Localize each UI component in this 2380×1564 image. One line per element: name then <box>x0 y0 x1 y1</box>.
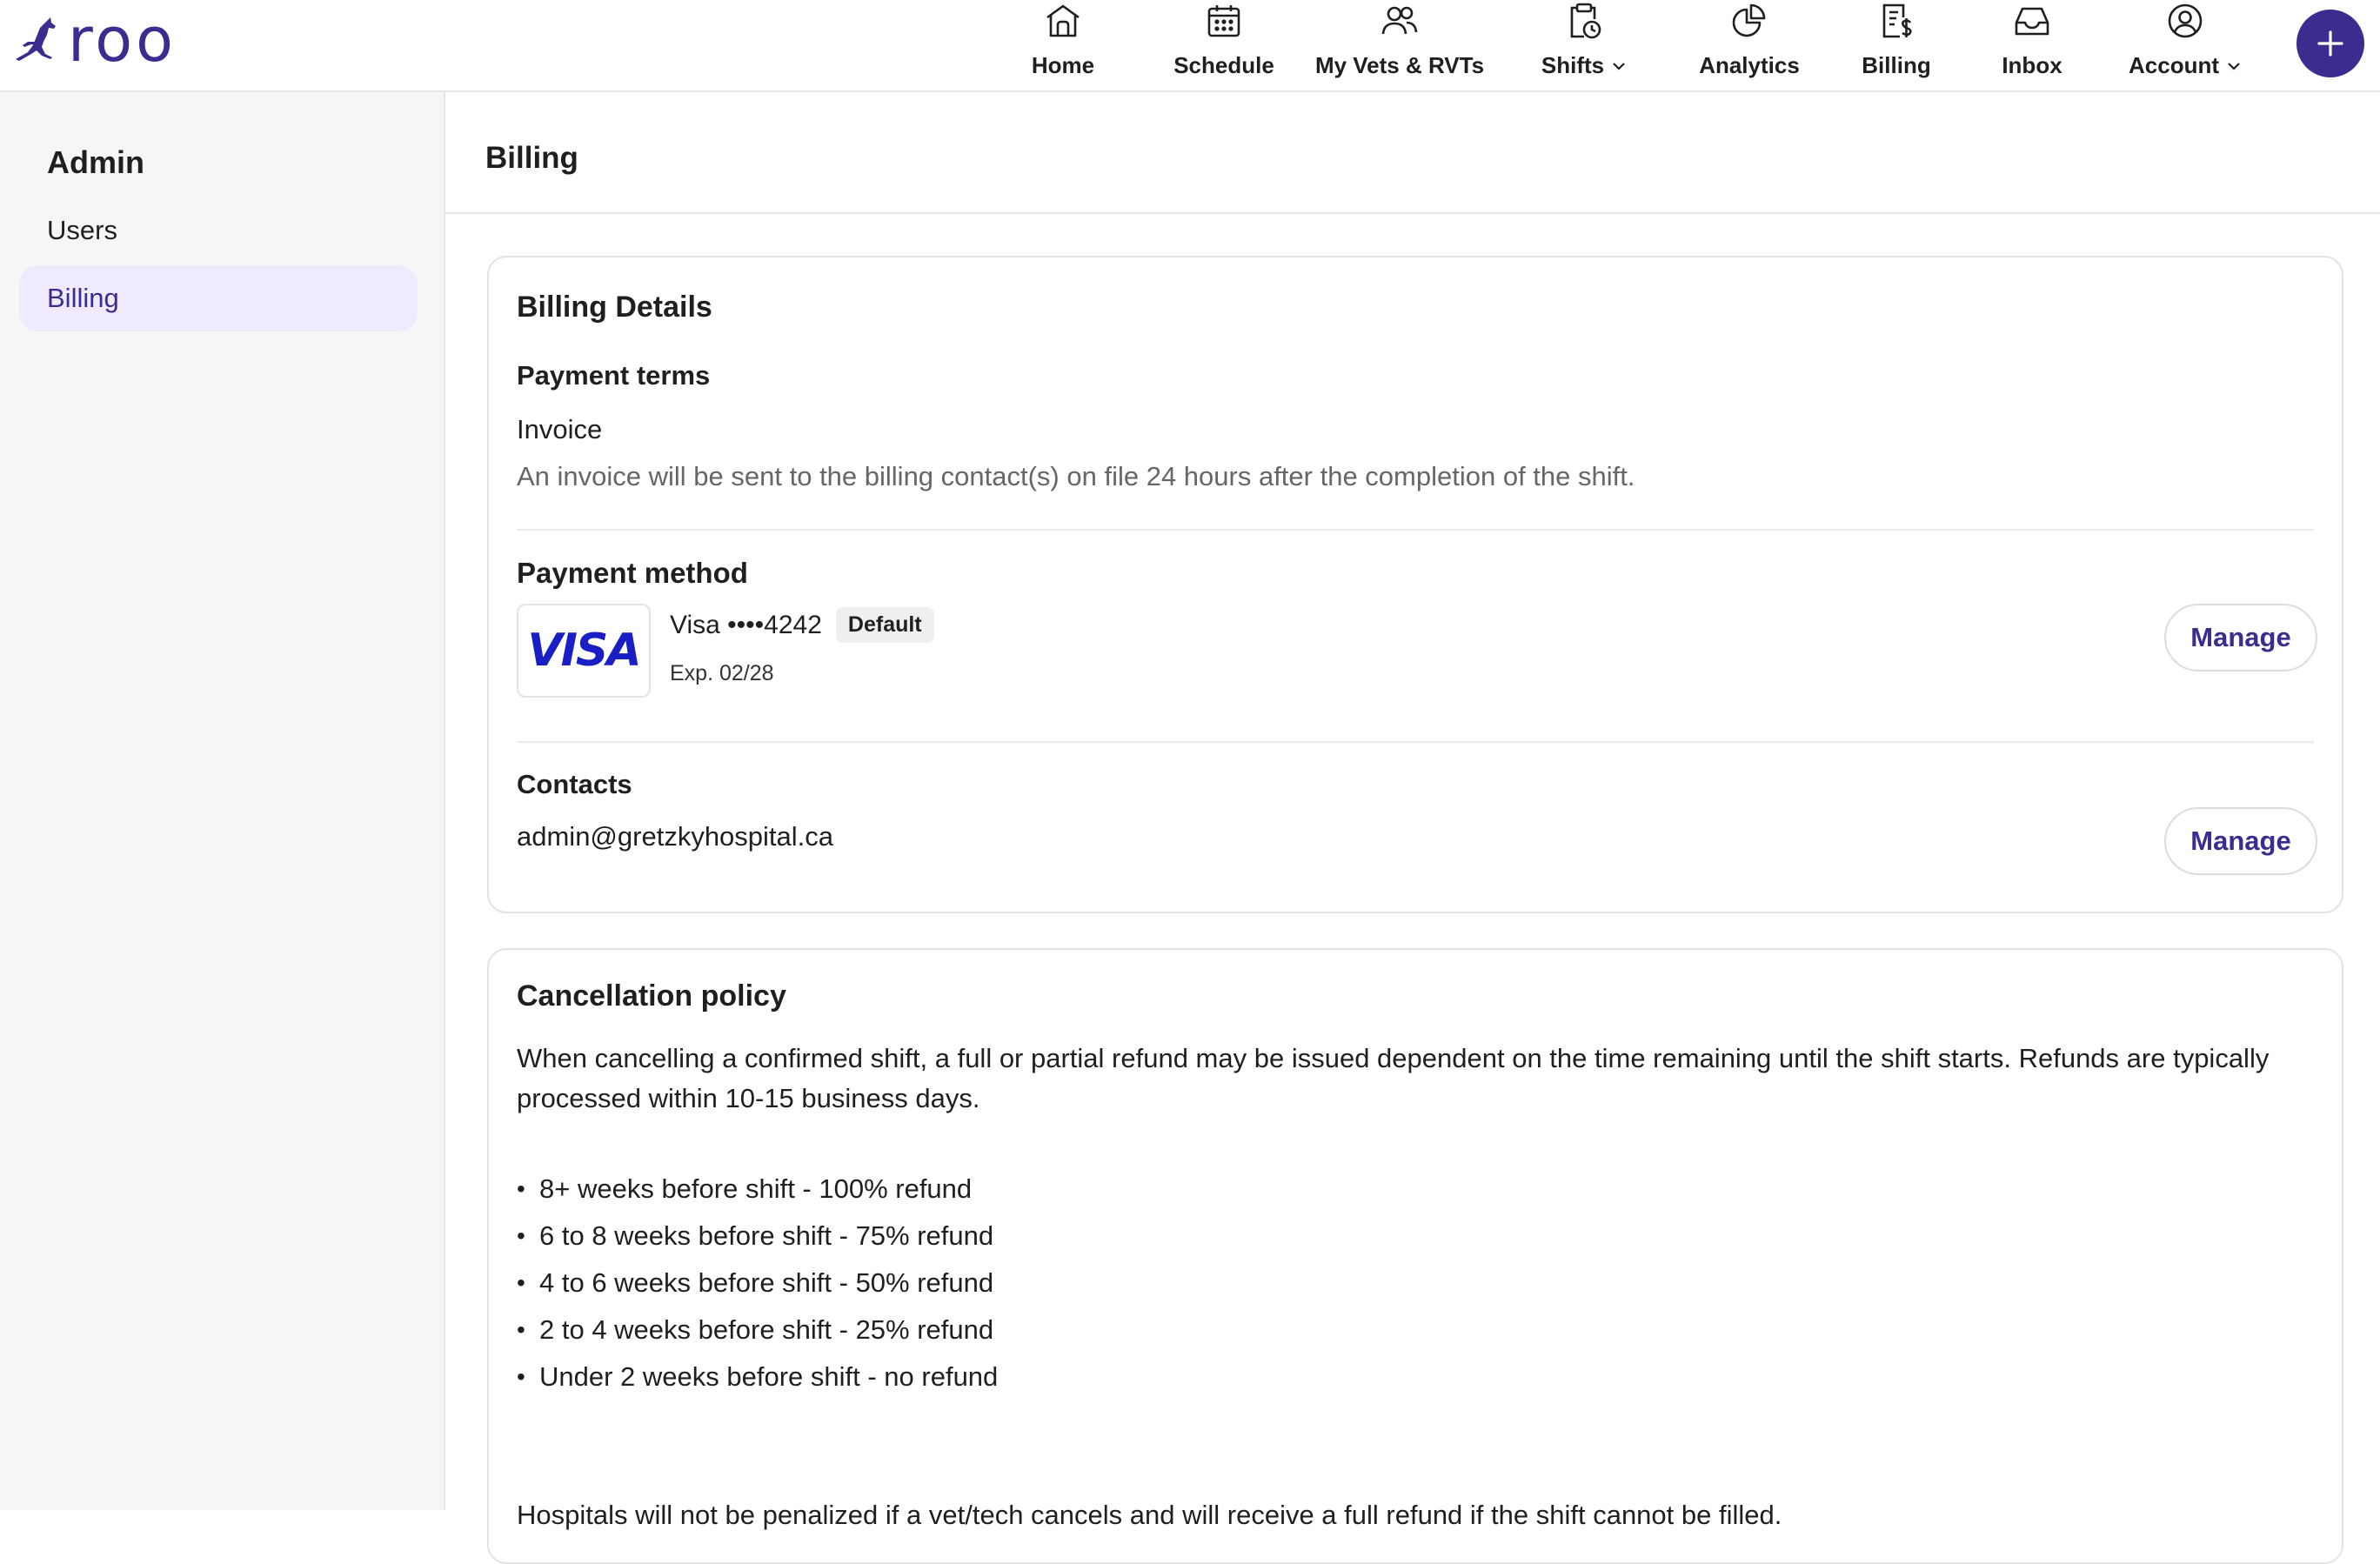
sidebar-item-label: Billing <box>47 283 119 314</box>
card-number-label: Visa ••••4242 <box>670 611 822 640</box>
payment-method-heading: Payment method <box>517 557 748 590</box>
refund-tier-text: 4 to 6 weeks before shift - 50% refund <box>539 1267 993 1299</box>
list-item <box>517 1307 998 1353</box>
nav-label-account: Account <box>2129 52 2219 79</box>
chevron-down-icon <box>1611 61 1627 71</box>
card-brand-logo <box>517 604 651 698</box>
add-shift-button[interactable] <box>2296 10 2364 77</box>
list-item <box>517 1213 998 1260</box>
refund-tier-text: 2 to 4 weeks before shift - 25% refund <box>539 1314 993 1346</box>
cancellation-policy-card <box>487 948 2343 1564</box>
cancellation-policy-footer: Hospitals will not be penalized if a vet/tech cancels and will receive a full refund if the shift cannot be filled. <box>517 1500 1782 1531</box>
billing-details-heading: Billing Details <box>517 291 712 324</box>
manage-payment-method-button[interactable]: Manage <box>2164 604 2317 672</box>
nav-item-billing[interactable] <box>1856 0 1936 90</box>
visa-logo-icon: VISA <box>527 625 639 677</box>
nav-label-my-vets: My Vets & RVTs <box>1315 52 1484 79</box>
contacts-heading: Contacts <box>517 769 632 800</box>
kangaroo-logo-icon <box>12 16 63 64</box>
cancellation-policy-heading: Cancellation policy <box>517 979 786 1013</box>
plus-icon <box>2315 28 2346 59</box>
roo-logo[interactable] <box>12 12 177 68</box>
nav-label-analytics: Analytics <box>1699 52 1800 79</box>
contact-email: admin@gretzkyhospital.ca <box>517 821 833 852</box>
nav-item-schedule[interactable] <box>1171 0 1277 90</box>
main-content <box>445 92 2380 1510</box>
list-item <box>517 1260 998 1307</box>
sidebar-title: Admin <box>47 144 144 181</box>
nav-label-home: Home <box>1032 52 1094 79</box>
sidebar-item-billing[interactable] <box>19 265 418 331</box>
list-item <box>517 1353 998 1400</box>
nav-item-account[interactable] <box>2129 0 2241 90</box>
payment-terms-heading: Payment terms <box>517 360 710 391</box>
nav-item-my-vets[interactable] <box>1322 0 1477 90</box>
nav-label-shifts: Shifts <box>1541 52 1604 79</box>
section-divider <box>517 741 2314 743</box>
home-icon <box>1044 2 1082 40</box>
chevron-down-icon <box>2226 61 2242 71</box>
clipboard-clock-icon <box>1565 2 1603 40</box>
refund-tier-text: Under 2 weeks before shift - no refund <box>539 1361 998 1393</box>
page-header <box>445 92 2380 214</box>
nav-label-schedule: Schedule <box>1173 52 1274 79</box>
card-summary <box>670 607 934 643</box>
bullet-icon: • <box>517 1222 539 1250</box>
bullet-icon: • <box>517 1175 539 1203</box>
refund-tier-list <box>517 1166 998 1400</box>
user-circle-icon <box>2166 2 2204 40</box>
inbox-icon <box>2013 2 2051 40</box>
nav-label-inbox: Inbox <box>2002 52 2062 79</box>
admin-sidebar <box>0 92 445 1510</box>
manage-contacts-button[interactable]: Manage <box>2164 807 2317 875</box>
top-navigation-bar <box>0 0 2380 92</box>
invoice-dollar-icon <box>1877 2 1915 40</box>
nav-label-billing: Billing <box>1862 52 1930 79</box>
bullet-icon: • <box>517 1269 539 1297</box>
sidebar-item-label: Users <box>47 215 117 246</box>
people-icon <box>1381 2 1419 40</box>
page-title: Billing <box>485 141 578 176</box>
bullet-icon: • <box>517 1316 539 1344</box>
cancellation-policy-intro: When cancelling a confirmed shift, a full or partial refund may be issued dependent on the time remaining until the shift starts. Refunds are typically processed within 10-15 business days. <box>517 1039 2326 1119</box>
default-badge: Default <box>836 607 934 643</box>
refund-tier-text: 8+ weeks before shift - 100% refund <box>539 1173 972 1205</box>
list-item <box>517 1166 998 1213</box>
billing-details-card <box>487 256 2343 913</box>
pie-chart-icon <box>1730 2 1768 40</box>
sidebar-item-users[interactable] <box>19 197 418 264</box>
logo-wordmark: roo <box>68 12 177 68</box>
nav-item-inbox[interactable] <box>1996 0 2069 90</box>
payment-terms-description: An invoice will be sent to the billing contact(s) on file 24 hours after the completion of the shift. <box>517 461 1635 492</box>
card-expiry: Exp. 02/28 <box>670 661 774 686</box>
nav-item-shifts[interactable] <box>1540 0 1628 90</box>
nav-item-home[interactable] <box>1018 0 1108 90</box>
bullet-icon: • <box>517 1363 539 1391</box>
section-divider <box>517 529 2314 531</box>
refund-tier-text: 6 to 8 weeks before shift - 75% refund <box>539 1220 993 1252</box>
nav-item-analytics[interactable] <box>1696 0 1802 90</box>
calendar-icon <box>1205 2 1243 40</box>
payment-terms-value: Invoice <box>517 414 602 445</box>
